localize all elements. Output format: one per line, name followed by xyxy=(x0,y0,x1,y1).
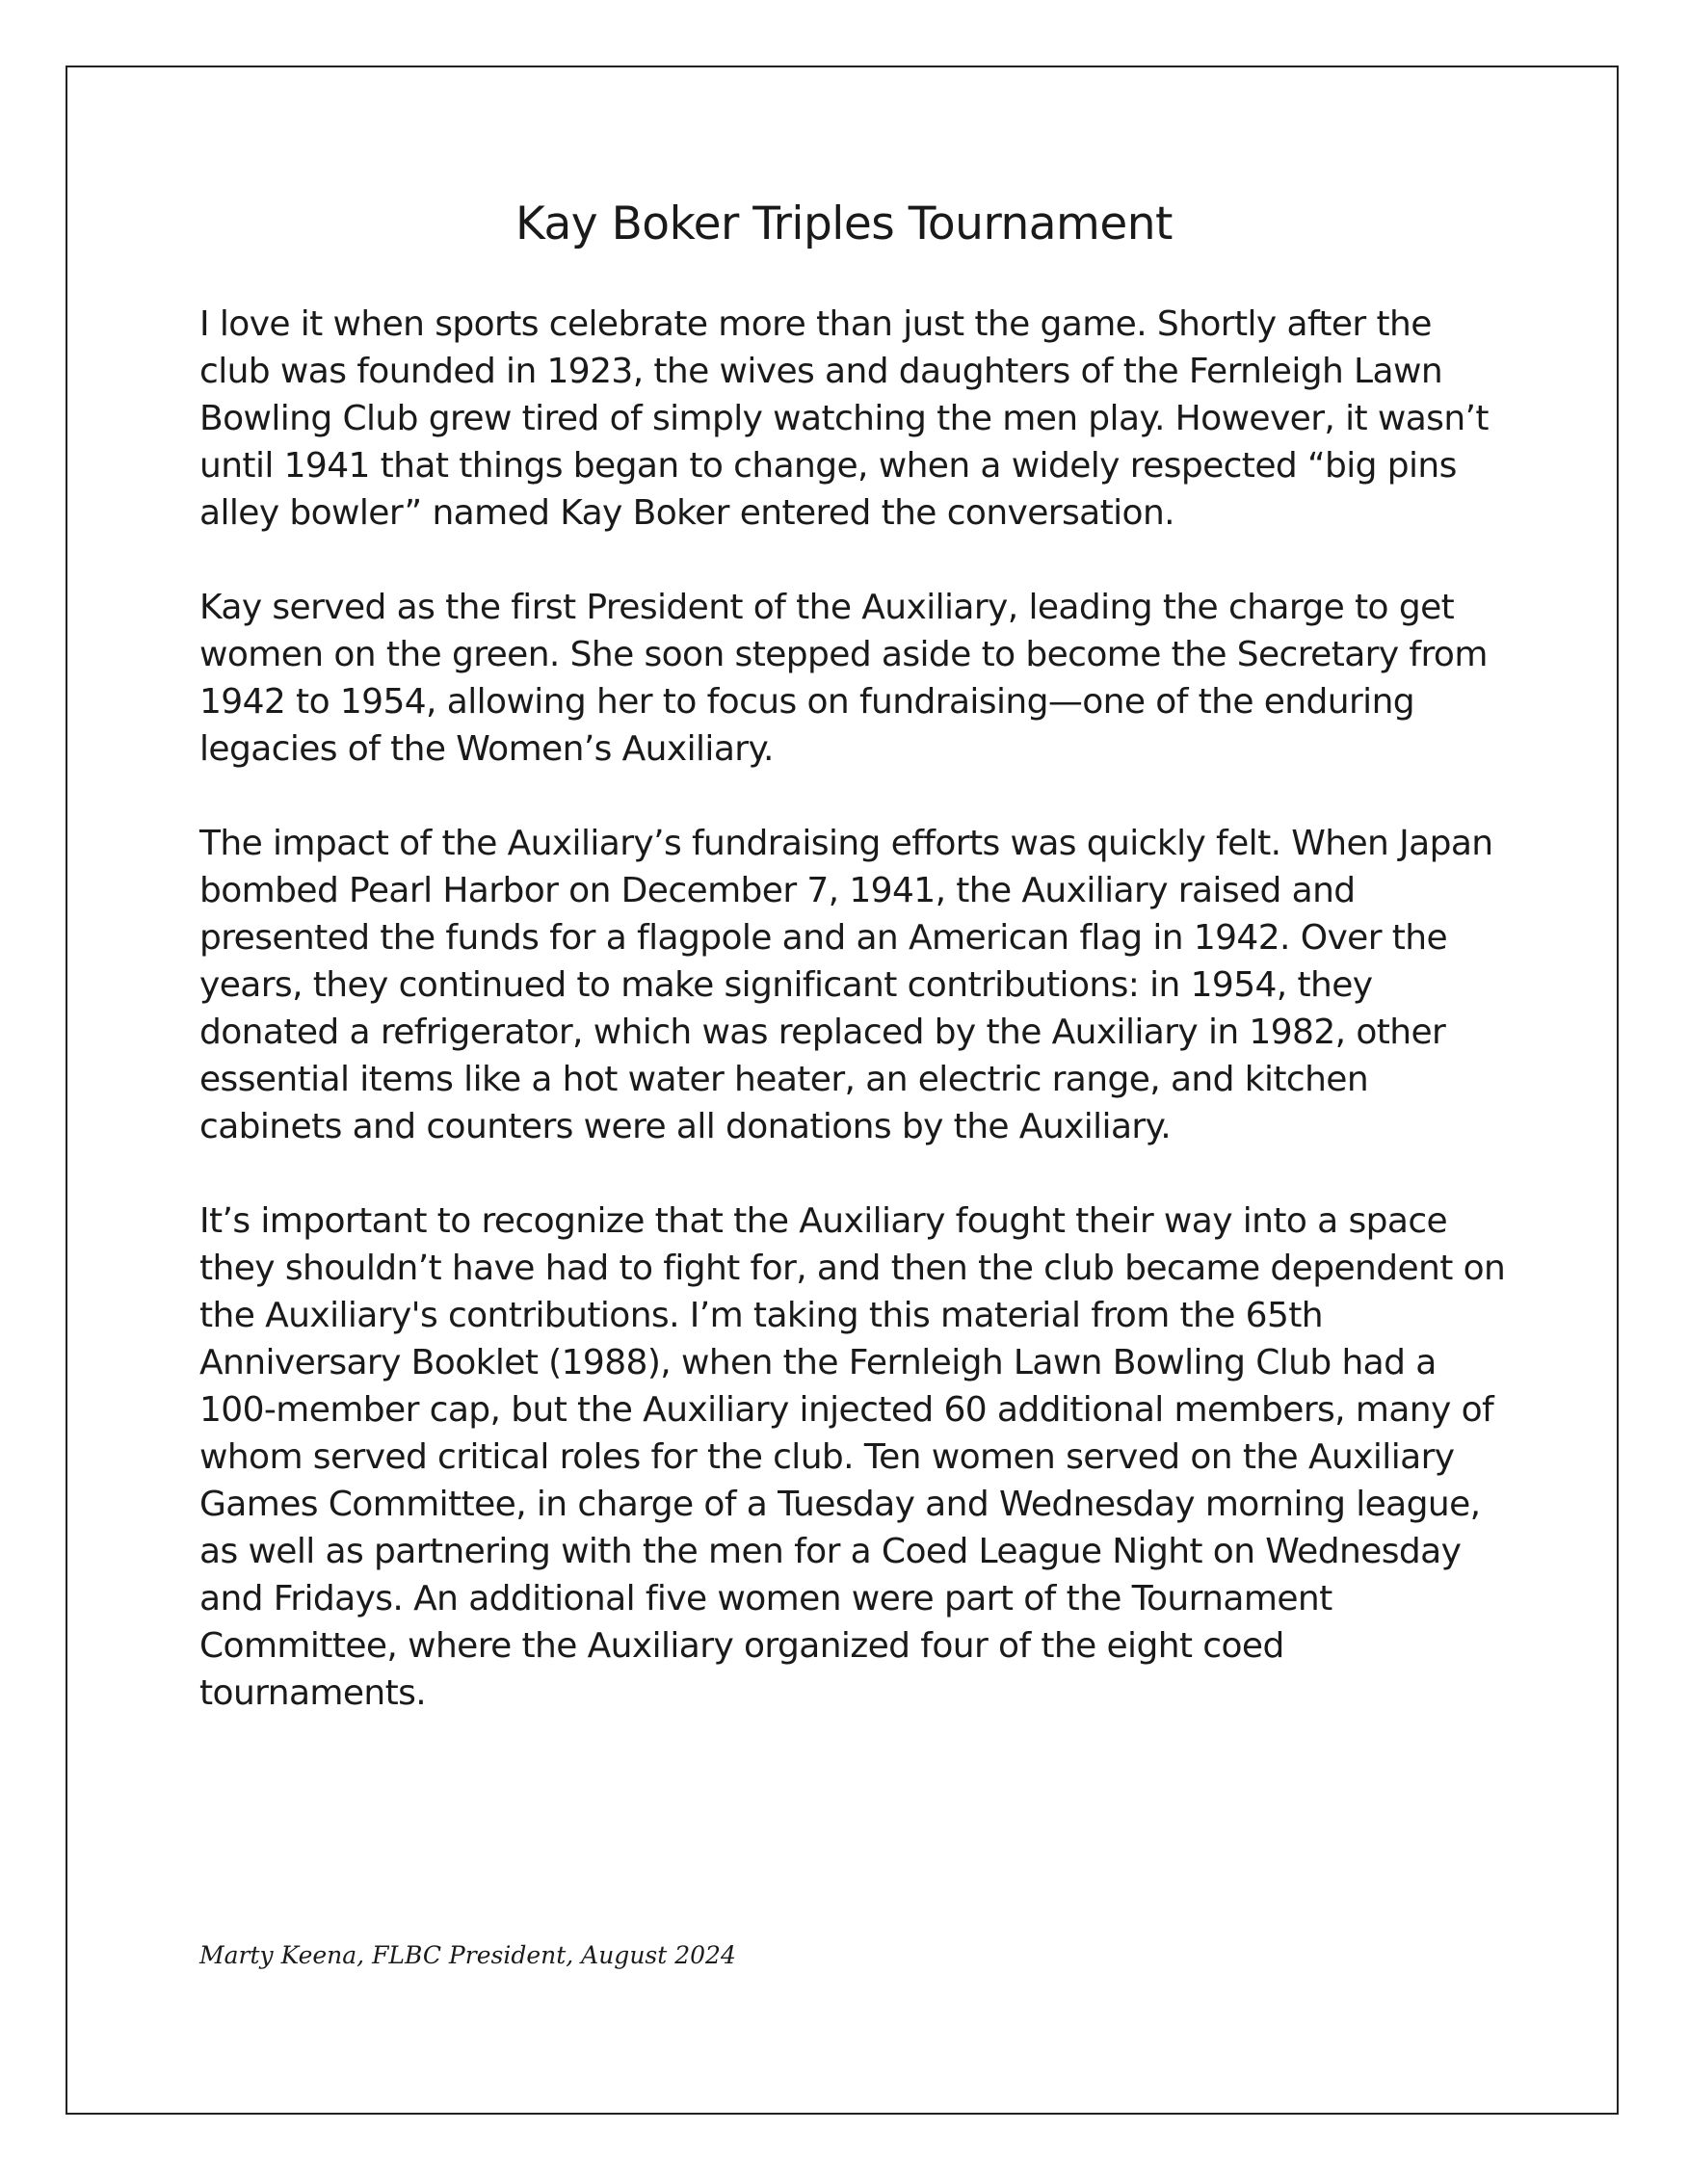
paragraph-4: It’s important to recognize that the Auxiliary fought their way into a space they shouldn’t have had to fight for, and then the club became dependent on the Auxiliary's contributions. I’m taking this material from the 65th Anniversary Booklet (1988), when the Fernleigh Lawn Bowling Club had a 100-member cap, but the Auxiliary injected 60 additional members, many of whom served critical roles for the club. Ten women served on the Auxiliary Games Committee, in charge of a Tuesday and Wednesday morning league, as well as partnering with the men for a Coed League Night on Wednesday and Fridays. An additional five women were part of the Tournament Committee, where the Auxiliary organized four of the eight coed tournaments. xyxy=(199,1201,1506,1713)
author-signature: Marty Keena, FLBC President, August 2024 xyxy=(199,1941,736,1969)
paragraph-3: The impact of the Auxiliary’s fundraising efforts was quickly felt. When Japan bombed Pearl Harbor on December 7, 1941, the Auxiliary raised and presented the funds for a flagpole and an American flag in 1942. Over the years, they continued to make significant contributions: in 1954, they donated a refrigerator, which was replaced by the Auxiliary in 1982, other essential items like a hot water heater, an electric range, and kitchen cabinets and counters were all donations by the Auxiliary. xyxy=(199,824,1493,1146)
document-body xyxy=(199,301,1510,1764)
paragraph-2: Kay served as the first President of the Auxiliary, leading the charge to get women on the green. She soon stepped aside to become the Secretary from 1942 to 1954, allowing her to focus on fundraising—one of the enduring legacies of the Women’s Auxiliary. xyxy=(199,588,1488,769)
document-title: Kay Boker Triples Tournament xyxy=(515,197,1173,250)
paragraph-1: I love it when sports celebrate more than just the game. Shortly after the club was founded in 1923, the wives and daughters of the Fernleigh Lawn Bowling Club grew tired of simply watching the men play. However, it wasn’t until 1941 that things began to change, when a widely respected “big pins alley bowler” named Kay Boker entered the conversation. xyxy=(199,304,1489,533)
